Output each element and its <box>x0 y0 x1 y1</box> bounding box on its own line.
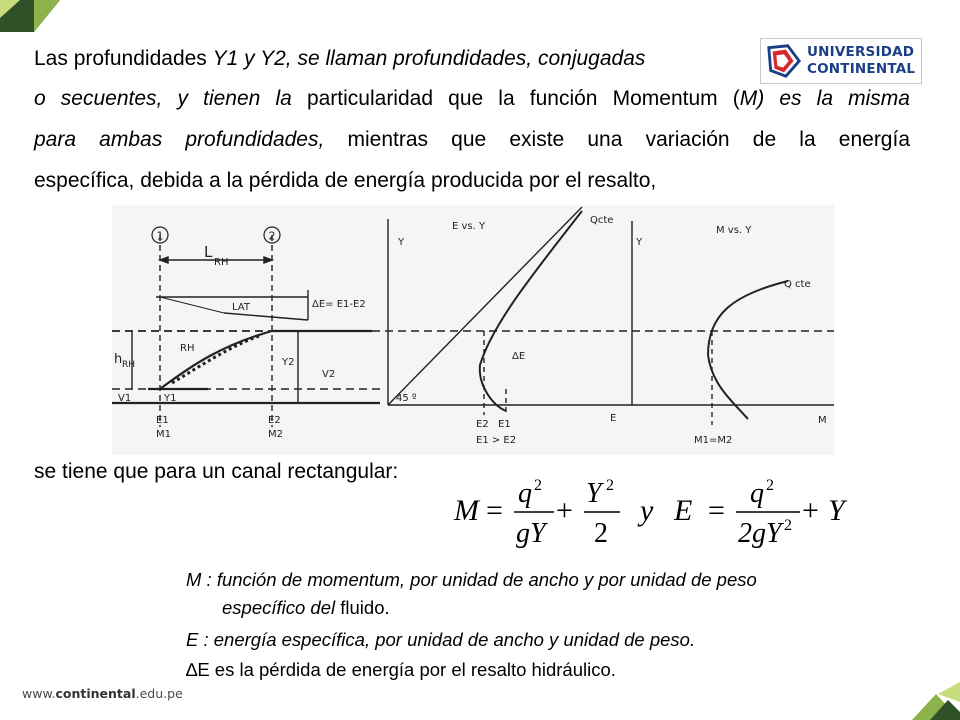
eq-equals-1: = <box>486 494 503 527</box>
m1-label: M1 <box>156 429 171 440</box>
definition-delta-e: ∆E es la pérdida de energía por el resalto hidráulico. <box>186 659 616 680</box>
eq-y: Y <box>586 478 602 509</box>
eq-equals-2: = <box>708 494 725 527</box>
e-axis-label: E <box>610 413 617 424</box>
paragraph-text-italic: M) es la misma <box>739 87 910 110</box>
e1-gt-e2-label: E1 > E2 <box>476 435 517 446</box>
paragraph-line-1 <box>34 38 754 79</box>
paragraph-text: Las profundidades <box>34 47 213 70</box>
paragraph-text-italic: para ambas profundidades, <box>34 128 325 151</box>
eq-sup-2: 2 <box>606 477 614 494</box>
e1-label: E1 <box>156 415 169 426</box>
footer-brand: continental <box>55 686 136 701</box>
momentum-energy-equation <box>444 470 864 550</box>
corner-decoration-bottom-right <box>898 680 960 720</box>
e2-label: E2 <box>268 415 281 426</box>
paragraph-text: mientras que existe una variación de la energía <box>324 128 911 151</box>
eq-plus-2: + <box>802 494 819 527</box>
paragraph-text-italic: o secuentes, y tienen la <box>34 87 292 110</box>
logo-text-line-2: CONTINENTAL <box>807 61 916 77</box>
eq-m: M <box>454 494 479 527</box>
m2-label: M2 <box>268 429 283 440</box>
e2-axis-label: E2 <box>476 419 489 430</box>
footer-url <box>22 686 183 701</box>
length-label: L <box>204 243 213 261</box>
y-axis-label-2: Y <box>636 237 643 248</box>
subtitle: se tiene que para un canal rectangular: <box>34 460 399 483</box>
rh-label: RH <box>180 343 195 354</box>
q-cte-label: Q cte <box>784 279 811 290</box>
e-vs-y-label: E vs. Y <box>452 221 486 232</box>
angle-label: 45 º <box>396 393 417 404</box>
eq-plus-1: + <box>556 494 573 527</box>
university-logo-mark-icon <box>765 42 803 80</box>
paragraph-line-2 <box>34 78 910 119</box>
eq-conj-y: y <box>640 494 654 527</box>
eq-y-2: Y <box>828 494 845 527</box>
eq-q-2: q <box>750 478 764 509</box>
y-axis-label: Y <box>398 237 405 248</box>
paragraph-text: particularidad que la función Momentum ( <box>291 87 740 110</box>
logo-text-line-1: UNIVERSIDAD <box>807 44 915 60</box>
eq-sup-4: 2 <box>784 517 792 534</box>
eq-sup-1: 2 <box>534 477 542 494</box>
e1-axis-label: E1 <box>498 419 511 430</box>
eq-2gy: 2gY <box>738 518 782 549</box>
footer-www: www. <box>22 686 56 701</box>
paragraph-text-italic: Y1 y Y2, se llaman profundidades, conjugadas <box>212 47 646 70</box>
qcte-label: Qcte <box>590 215 614 226</box>
lat-label: LAT <box>232 302 250 313</box>
eq-e: E <box>674 494 693 527</box>
m-axis-label: M <box>818 415 827 426</box>
h-subscript: RH <box>122 360 136 370</box>
length-subscript-rh: RH <box>214 257 229 268</box>
delta-e-label: ΔE <box>512 351 526 362</box>
eq-q: q <box>518 478 532 509</box>
definition-m-cont <box>222 594 390 622</box>
paragraph-line-3 <box>34 119 910 160</box>
paragraph-text: específica, debida a la pérdida de energía producida por el resalto, <box>34 169 657 192</box>
definition-m: M : función de momentum, por unidad de ancho y por unidad de peso <box>186 569 757 590</box>
y1-label: Y1 <box>164 393 177 404</box>
corner-decoration-top-left <box>0 0 62 34</box>
paragraph-line-4 <box>34 160 910 201</box>
h-label: h <box>114 352 123 367</box>
footer-domain: .edu.pe <box>135 686 183 701</box>
definition-e: E : energía específica, por unidad de ancho y unidad de peso. <box>186 629 696 650</box>
v2-label: V2 <box>322 369 336 380</box>
eq-gy: gY <box>516 518 546 549</box>
eq-sup-3: 2 <box>766 477 774 494</box>
eq-two: 2 <box>594 518 608 549</box>
m1-eq-m2-label: M1=M2 <box>694 435 733 446</box>
hydraulic-jump-figure <box>112 205 834 455</box>
v1-label: V1 <box>118 393 132 404</box>
energy-loss-label: ΔE= E1-E2 <box>312 299 366 310</box>
y2-label: Y2 <box>282 357 295 368</box>
m-vs-y-label: M vs. Y <box>716 225 752 236</box>
definition-m-cont-italic: específico del <box>222 597 336 618</box>
definition-m-cont-text: fluido. <box>335 597 390 618</box>
circle-label-2: 2 <box>268 229 276 243</box>
circle-label-1: 1 <box>156 229 164 243</box>
